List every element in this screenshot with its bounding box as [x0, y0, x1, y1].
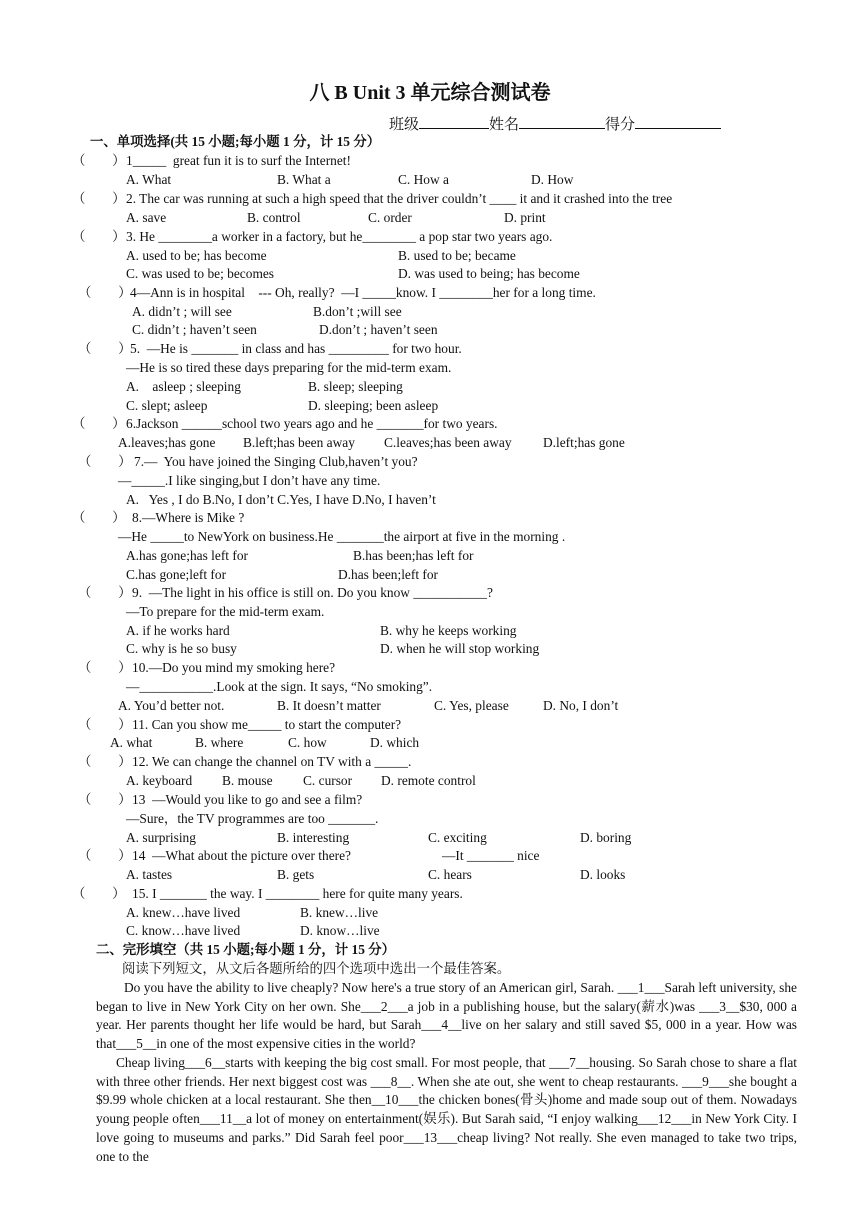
option: B.left;has been away	[243, 435, 355, 450]
section2-heading: 二、完形填空（共 15 小题;每小题 1 分，计 15 分）	[96, 942, 396, 957]
answer-paren[interactable]: （ ）	[78, 754, 132, 769]
option: D. which	[370, 735, 420, 750]
option: B.has been;has left for	[353, 548, 474, 563]
question-stem: 6.Jackson ______school two years ago and he _______for two years.	[126, 416, 498, 431]
option: C. order	[368, 210, 412, 225]
option: A. didn’t ; will see	[132, 304, 232, 319]
section1-heading: 一、单项选择(共 15 小题;每小题 1 分，计 15 分）	[90, 134, 381, 149]
answer-paren[interactable]: （ ）	[78, 848, 132, 863]
question-stem: 10.—Do you mind my smoking here?	[132, 660, 336, 675]
question-stem: —Sure，the TV programmes are too _______.	[126, 811, 379, 826]
option: A. save	[126, 210, 167, 225]
class-blank[interactable]	[419, 114, 489, 129]
option: C. How a	[398, 172, 449, 187]
option: B. why he keeps working	[380, 623, 517, 638]
option: A. keyboard	[126, 773, 193, 788]
option: D. remote control	[381, 773, 476, 788]
option: C. slept; asleep	[126, 398, 208, 413]
option: C. was used to be; becomes	[126, 266, 275, 281]
option: A.leaves;has gone	[118, 435, 216, 450]
option: A. What	[126, 172, 172, 187]
option: C. know…have lived	[126, 923, 241, 938]
question-stem: 15. I _______ the way. I ________ here for quite many years.	[132, 886, 463, 901]
student-info-line	[389, 113, 721, 134]
score-blank[interactable]	[635, 114, 721, 129]
question-stem: 1_____ great fun it is to surf the Internet!	[126, 153, 351, 168]
option: B. used to be; became	[398, 248, 516, 263]
option: D. know…live	[300, 923, 380, 938]
question-stem: —To prepare for the mid-term exam.	[126, 604, 325, 619]
answer-paren[interactable]: （ ）	[78, 660, 132, 675]
question-stem: 13 —Would you like to go and see a film?	[132, 792, 363, 807]
class-label: 班级	[389, 117, 420, 133]
option: A. knew…have lived	[126, 905, 241, 920]
question-stem: 2. The car was running at such a high speed that the driver couldn’t ____ it and it crashed into the tree	[126, 191, 673, 206]
option: D. How	[531, 172, 574, 187]
answer-paren[interactable]: （ ）	[78, 454, 132, 469]
question-stem: 5. —He is _______ in class and has _________ for two hour.	[130, 341, 462, 356]
question-stem: —___________.Look at the sign. It says, “No smoking”.	[126, 679, 433, 694]
option: C.leaves;has been away	[384, 435, 512, 450]
option: C. didn’t ; haven’t seen	[132, 322, 257, 337]
option: B. interesting	[277, 830, 350, 845]
answer-paren[interactable]: （ ）	[72, 153, 126, 168]
option: A.has gone;has left for	[126, 548, 248, 563]
answer-paren[interactable]: （ ）	[78, 717, 132, 732]
option: C.has gone;left for	[126, 567, 227, 582]
option: D. sleeping; been asleep	[308, 398, 439, 413]
question-stem: —It _______ nice	[442, 848, 540, 863]
answer-paren[interactable]: （ ）	[78, 341, 132, 356]
option: B.don’t ;will see	[313, 304, 402, 319]
option: B. sleep; sleeping	[308, 379, 403, 394]
option: D.left;has gone	[543, 435, 625, 450]
question-stem: 14 —What about the picture over there?	[132, 848, 351, 863]
cloze-paragraph: Do you have the ability to live cheaply? Now here's a true story of an American girl, Sarah. ___1___Sarah left university, she began to live in New York City on her own. She___2___a job in a publishing house, but the salary(薪水)was ___3__$30, 000 a year. Her parents thought her life would be hard, but Sarah___4__live on her salary and still saved $5, 000 in a year. How was that___5__in one of the most expensive cities in the world?	[96, 980, 797, 1052]
option: C. Yes, please	[434, 698, 509, 713]
question-stem: —He is so tired these days preparing for the mid-term exam.	[126, 360, 452, 375]
option: B. control	[247, 210, 301, 225]
answer-paren[interactable]: （ ）	[72, 886, 126, 901]
score-label: 得分	[605, 117, 636, 133]
option: A. tastes	[126, 867, 173, 882]
question-stem: 9. —The light in his office is still on. Do you know ___________?	[132, 585, 493, 600]
option: C. exciting	[428, 830, 487, 845]
question-stem: 12. We can change the channel on TV with a _____.	[132, 754, 412, 769]
name-label: 姓名	[489, 117, 520, 133]
answer-paren[interactable]: （ ）	[72, 416, 126, 431]
option: D. was used to being; has become	[398, 266, 580, 281]
option: B. It doesn’t matter	[277, 698, 381, 713]
option: B. knew…live	[300, 905, 379, 920]
option: B. mouse	[222, 773, 273, 788]
cloze-paragraph: Cheap living___6__starts with keeping the big cost small. For most people, that ___7__housing. So Sarah chose to share a flat with three other friends. Her next biggest cost was ___8__. When she ate out, she went to cheap restaurants. ___9___she bought a $9.99 whole chicken at a local restaurant. She then__10___the chicken bones(骨头)home and made soup out of them. Nowadays young people often___11__a lot of money on entertainment(娱乐). But Sarah said, “I enjoy walking___12___in New York City. I love going to museums and parks.” Did Sarah feel poor___13___cheap living? Not really. She even managed to take two trips, one to the	[96, 1055, 797, 1164]
option: C. hears	[428, 867, 472, 882]
option: A. You’d better not.	[118, 698, 225, 713]
option: A. asleep ; sleeping	[126, 379, 241, 394]
option: B. where	[195, 735, 244, 750]
option: D. when he will stop working	[380, 641, 540, 656]
option: D. print	[504, 210, 546, 225]
name-blank[interactable]	[519, 114, 605, 129]
question-stem: —He _____to NewYork on business.He _______the airport at five in the morning .	[118, 529, 566, 544]
option: A. if he works hard	[126, 623, 230, 638]
question-stem: 4—Ann is in hospital --- Oh, really? —I _____know. I ________her for a long time.	[130, 285, 596, 300]
answer-paren[interactable]: （ ）	[72, 229, 126, 244]
option: C. how	[288, 735, 327, 750]
option: C. why is he so busy	[126, 641, 237, 656]
option: C. cursor	[303, 773, 353, 788]
option: D. looks	[580, 867, 626, 882]
answer-paren[interactable]: （ ）	[72, 510, 126, 525]
answer-paren[interactable]: （ ）	[78, 285, 132, 300]
answer-paren[interactable]: （ ）	[72, 191, 126, 206]
option: B. gets	[277, 867, 315, 882]
section2-instruction: 阅读下列短文，从文后各题所给的四个选项中选出一个最佳答案。	[122, 961, 511, 976]
answer-paren[interactable]: （ ）	[78, 585, 132, 600]
option: D.don’t ; haven’t seen	[319, 322, 438, 337]
option: B. What a	[277, 172, 331, 187]
question-stem: 7.— You have joined the Singing Club,haven’t you?	[134, 454, 418, 469]
question-stem: 3. He ________a worker in a factory, but he________ a pop star two years ago.	[126, 229, 553, 244]
question-stem: 8.—Where is Mike ?	[132, 510, 245, 525]
option: A. what	[110, 735, 153, 750]
option: D.has been;left for	[338, 567, 439, 582]
answer-paren[interactable]: （ ）	[78, 792, 132, 807]
question-stem: 11. Can you show me_____ to start the computer?	[132, 717, 402, 732]
option: A. used to be; has become	[126, 248, 267, 263]
option: D. boring	[580, 830, 632, 845]
option: A. surprising	[126, 830, 196, 845]
question-stem: —_____.I like singing,but I don’t have any time.	[118, 473, 381, 488]
option: A. Yes , I do B.No, I don’t C.Yes, I have D.No, I haven’t	[126, 492, 436, 507]
option: D. No, I don’t	[543, 698, 619, 713]
page-title: 八 B Unit 3 单元综合测试卷	[309, 82, 551, 104]
